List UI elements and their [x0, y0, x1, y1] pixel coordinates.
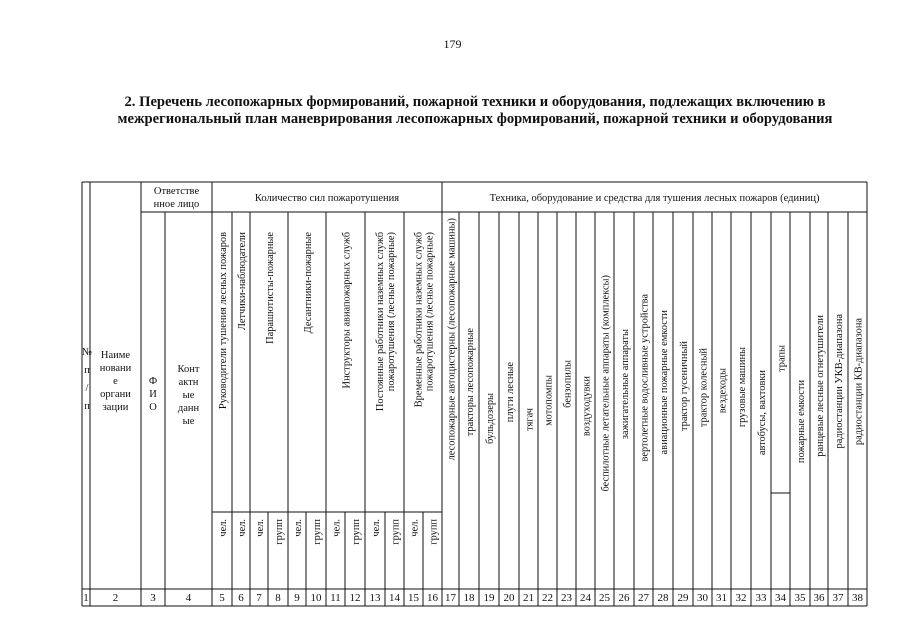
- column-number: 26: [618, 592, 630, 604]
- force-unit-label: групп: [351, 519, 362, 545]
- force-type-label: Парашютисты-пожарные: [265, 232, 276, 344]
- column-number: 8: [275, 592, 281, 604]
- column-number: 11: [330, 592, 341, 604]
- equipment-type-label: лесопожарные автоцистерны (лесопожарные машины): [446, 218, 458, 461]
- column-number: 27: [638, 592, 649, 604]
- equipment-type-label: бензопилы: [562, 360, 574, 408]
- row-number-header: п: [84, 401, 90, 412]
- force-unit-label: групп: [428, 519, 440, 545]
- column-number: 38: [852, 592, 863, 604]
- force-unit-label: групп: [390, 519, 402, 545]
- organization-name-header: новани: [99, 363, 132, 374]
- equipment-type-label: беспилотные летательные аппараты (комплексы): [600, 275, 612, 492]
- column-number: 36: [813, 592, 825, 604]
- contacts-header: ые: [182, 390, 195, 401]
- equipment-type-label: вездеходы: [717, 368, 729, 414]
- document-title: 2. Перечень лесопожарных формирований, пожарной техники и оборудования, подлежащих включению в межрегиональный план маневрирования лесопожарных формирований, пожарной техники и оборудования: [117, 94, 833, 127]
- organization-name-header: зации: [102, 402, 129, 413]
- equipment-type-label: автобусы, вахтовки: [757, 370, 768, 456]
- contacts-header: актн: [178, 377, 199, 388]
- equipment-type-label: трактор колесный: [698, 348, 710, 428]
- force-unit-label: групп: [274, 519, 285, 545]
- equipment-type-label: зажигательные аппараты: [620, 329, 631, 440]
- fio-header: О: [149, 402, 157, 413]
- organization-name-header: органи: [100, 389, 131, 400]
- force-type-label: Десантники-пожарные: [303, 232, 314, 334]
- equipment-type-label: плуги лесные: [505, 362, 516, 423]
- force-type-label: пожаротушения (лесные пожарные): [424, 232, 436, 392]
- equipment-type-label: тягач: [524, 408, 536, 431]
- equipment-type-label: трактор гусеничный: [679, 341, 690, 432]
- force-unit-label: чел.: [331, 519, 343, 537]
- equipment-type-label: трапы: [776, 345, 788, 372]
- column-number: 28: [657, 592, 669, 604]
- column-number: 31: [716, 592, 727, 604]
- force-unit-label: чел.: [293, 519, 304, 537]
- column-number: 12: [349, 592, 361, 604]
- equipment-type-label: ранцевые лесные огнетушители: [815, 315, 826, 457]
- column-number: 37: [832, 592, 844, 604]
- column-number: 6: [238, 592, 244, 604]
- column-number: 3: [150, 592, 156, 604]
- equipment-type-label: радиостанции УКВ-диапазона: [834, 314, 845, 449]
- equipment-group-header: Техника, оборудование и средства для тушения лесных пожаров (единиц): [489, 193, 820, 204]
- column-number: 30: [697, 592, 708, 604]
- equipment-type-label: грузовые машины: [737, 347, 748, 428]
- column-number: 7: [256, 592, 262, 604]
- contacts-header: ые: [182, 416, 195, 427]
- force-unit-label: чел.: [409, 519, 421, 537]
- equipment-type-label: воздуходувки: [581, 376, 593, 437]
- force-type-label: Временные работники наземных служб: [413, 232, 425, 408]
- column-number: 35: [794, 592, 806, 604]
- force-unit-label: чел.: [218, 519, 229, 537]
- column-number: 19: [483, 592, 495, 604]
- column-number: 34: [775, 592, 786, 604]
- column-number: 1: [83, 592, 89, 604]
- column-number: 17: [445, 592, 456, 604]
- fio-header: Ф: [148, 376, 158, 387]
- column-number: 5: [219, 592, 225, 604]
- column-number: 4: [185, 592, 192, 604]
- organization-name-header: Наиме: [100, 350, 131, 361]
- row-number-header: №: [81, 347, 93, 358]
- column-number: 23: [561, 592, 572, 604]
- column-number: 15: [408, 592, 419, 604]
- force-unit-label: чел.: [371, 519, 382, 537]
- column-number: 14: [389, 592, 400, 604]
- force-type-label: Постоянные работники наземных служб: [375, 232, 386, 412]
- force-type-label: Инструкторы авиапожарных служб: [341, 232, 353, 389]
- row-number-header: п: [84, 365, 90, 376]
- equipment-type-label: тракторы лесопожарные: [465, 328, 476, 437]
- column-number: 25: [599, 592, 610, 604]
- column-number: 18: [463, 592, 475, 604]
- equipment-type-label: авиационные пожарные емкости: [659, 310, 670, 455]
- force-type-label: пожаротушения (лесные пожарные): [386, 232, 397, 392]
- column-number: 10: [310, 592, 322, 604]
- force-type-label: Летчики-наблюдатели: [237, 232, 248, 331]
- organization-name-header: е: [113, 376, 118, 387]
- column-number: 16: [427, 592, 438, 604]
- row-number-header: /: [85, 383, 89, 394]
- force-unit-label: чел.: [255, 519, 266, 537]
- column-number: 33: [755, 592, 767, 604]
- equipment-type-label: вертолетные водосливные устройства: [639, 294, 651, 462]
- column-number: 9: [294, 592, 300, 604]
- responsible-person-header: Ответстве: [153, 186, 200, 197]
- fio-header: И: [149, 389, 157, 400]
- page-number: 179: [443, 37, 462, 51]
- column-number: 32: [735, 592, 747, 604]
- equipment-type-label: мотопомпы: [543, 375, 555, 426]
- forces-group-header: Количество сил пожаротушения: [254, 193, 400, 204]
- contacts-header: данн: [177, 403, 200, 414]
- column-number: 2: [112, 592, 119, 604]
- column-number: 13: [369, 592, 381, 604]
- responsible-person-header: нное лицо: [153, 199, 200, 210]
- force-unit-label: чел.: [237, 519, 248, 537]
- contacts-header: Конт: [177, 364, 200, 375]
- column-number: 29: [677, 592, 689, 604]
- equipment-type-label: радиостанции КВ-диапазона: [853, 318, 865, 446]
- equipment-type-label: бульдозеры: [485, 393, 496, 444]
- equipment-type-label: пожарные емкости: [796, 380, 807, 464]
- column-number: 22: [542, 592, 553, 604]
- column-number: 21: [523, 592, 534, 604]
- force-unit-label: групп: [312, 519, 323, 545]
- column-number: 24: [580, 592, 591, 604]
- column-number: 20: [503, 592, 515, 604]
- force-type-label: Руководители тушения лесных пожаров: [218, 232, 229, 410]
